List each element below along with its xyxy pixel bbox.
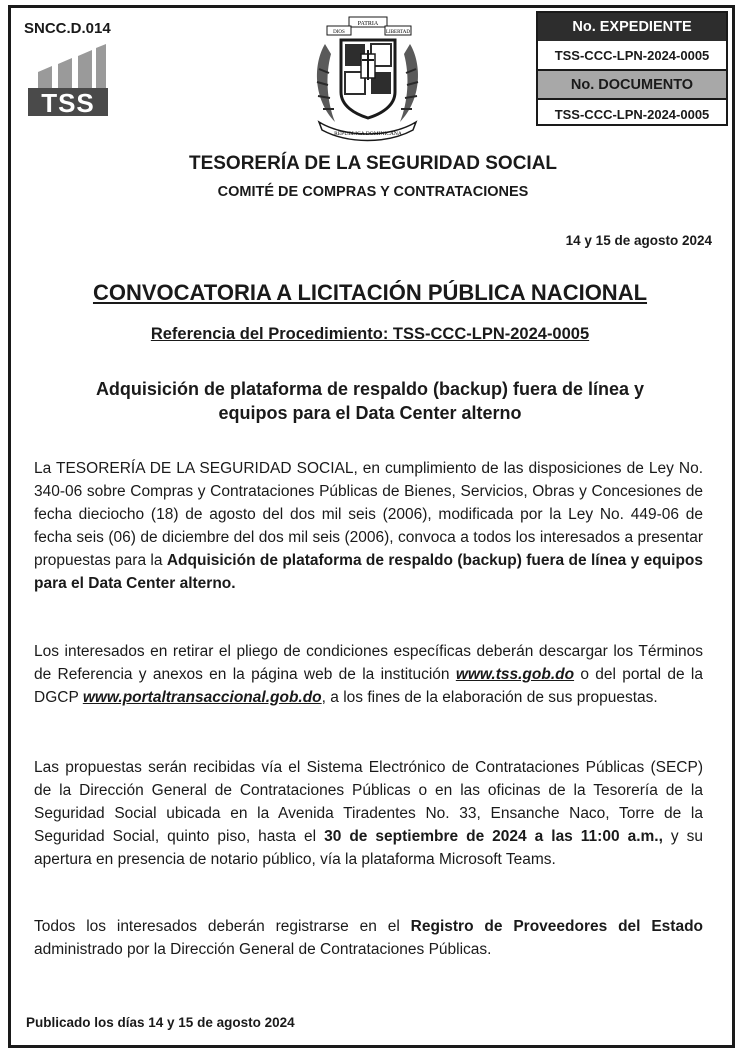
documento-value: TSS-CCC-LPN-2024-0005 bbox=[554, 106, 710, 122]
tss-logo-text: TSS bbox=[41, 88, 95, 118]
paragraph-text: y su apertura en presencia de notario público, vía la plataforma Microsoft Teams. bbox=[34, 828, 704, 868]
dgcp-portal-link[interactable]: www.portaltransaccional.gob.do bbox=[82, 689, 322, 706]
paragraph-text: Las propuestas serán recibidas vía el Sistema Electrónico de Contrataciones Públicas (SECP) de la Dirección General de Contrataciones Públicas o en las oficinas de la Tesorería de la Seguridad Social ubicada en la Avenida Tiradentes No. 33, Ensanche Naco, Torre de la Seguridad Social, quinto piso, hasta el bbox=[34, 759, 703, 845]
deadline-text: 30 de septiembre de 2024 a las 11:00 a.m., bbox=[324, 828, 663, 845]
documento-label: No. DOCUMENTO bbox=[538, 69, 726, 100]
procedure-reference: Referencia del Procedimiento: TSS-CCC-LPN-2024-0005 bbox=[150, 325, 590, 343]
committee-name: COMITÉ DE COMPRAS Y CONTRATACIONES bbox=[217, 184, 529, 200]
paragraph-bold: Adquisición de plataforma de respaldo (backup) fuera de línea y equipos para el Data Center alterno. bbox=[34, 552, 704, 592]
subject-line-1: Adquisición de plataforma de respaldo (backup) fuera de línea y bbox=[95, 379, 645, 399]
paragraph-text: administrado por la Dirección General de Contrataciones Públicas. bbox=[34, 941, 492, 958]
tss-logo bbox=[28, 42, 108, 118]
svg-text:REPUBLICA DOMINICANA: REPUBLICA DOMINICANA bbox=[334, 131, 402, 137]
paragraph-text: Los interesados en retirar el pliego de condiciones específicas deberán descargar los Términos de Referencia y anexos en la página web de la institución bbox=[34, 643, 703, 683]
page-title: CONVOCATORIA A LICITACIÓN PÚBLICA NACIONAL bbox=[92, 280, 648, 305]
expediente-value: TSS-CCC-LPN-2024-0005 bbox=[554, 47, 710, 63]
svg-text:PATRIA: PATRIA bbox=[357, 21, 379, 27]
publication-date: 14 y 15 de agosto 2024 bbox=[565, 233, 712, 248]
paragraph-text: La TESORERÍA DE LA SEGURIDAD SOCIAL, en cumplimiento de las disposiciones de Ley No. 340-06 sobre Compras y Contrataciones Públicas de Bienes, Servicios, Obras y Concesiones de fecha dieciocho (18) de agosto del dos mil seis (2006), modificada por la Ley No. 449-06 de fecha seis (06) de diciembre del dos mil seis (2006), convoca a todos los interesados a presentar propuestas para la bbox=[34, 460, 703, 569]
paragraph-text: Todos los interesados deberán registrarse en el bbox=[34, 918, 411, 935]
expediente-box bbox=[536, 11, 728, 126]
paragraph-legal-basis bbox=[34, 457, 703, 595]
paragraph-registration bbox=[34, 915, 703, 961]
svg-text:DIOS: DIOS bbox=[333, 30, 345, 35]
subject-line-2: equipos para el Data Center alterno bbox=[218, 403, 522, 423]
paragraph-text: , a los fines de la elaboración de sus propuestas. bbox=[321, 689, 658, 706]
organization-name: TESORERÍA DE LA SEGURIDAD SOCIAL bbox=[188, 153, 558, 174]
expediente-label: No. EXPEDIENTE bbox=[538, 13, 726, 41]
paragraph-text: o del portal de la DGCP bbox=[34, 666, 703, 706]
registry-name: Registro de Proveedores del Estado bbox=[410, 918, 704, 935]
publication-footer: Publicado los días 14 y 15 de agosto 2024 bbox=[26, 1015, 295, 1030]
paragraph-download-terms bbox=[34, 640, 703, 709]
tss-website-link[interactable]: www.tss.gob.do bbox=[455, 666, 575, 683]
svg-text:LIBERTAD: LIBERTAD bbox=[385, 30, 411, 35]
form-code: SNCC.D.014 bbox=[24, 20, 111, 37]
paragraph-submission bbox=[34, 756, 703, 871]
procurement-subject bbox=[40, 377, 700, 425]
national-seal-icon bbox=[305, 14, 430, 142]
